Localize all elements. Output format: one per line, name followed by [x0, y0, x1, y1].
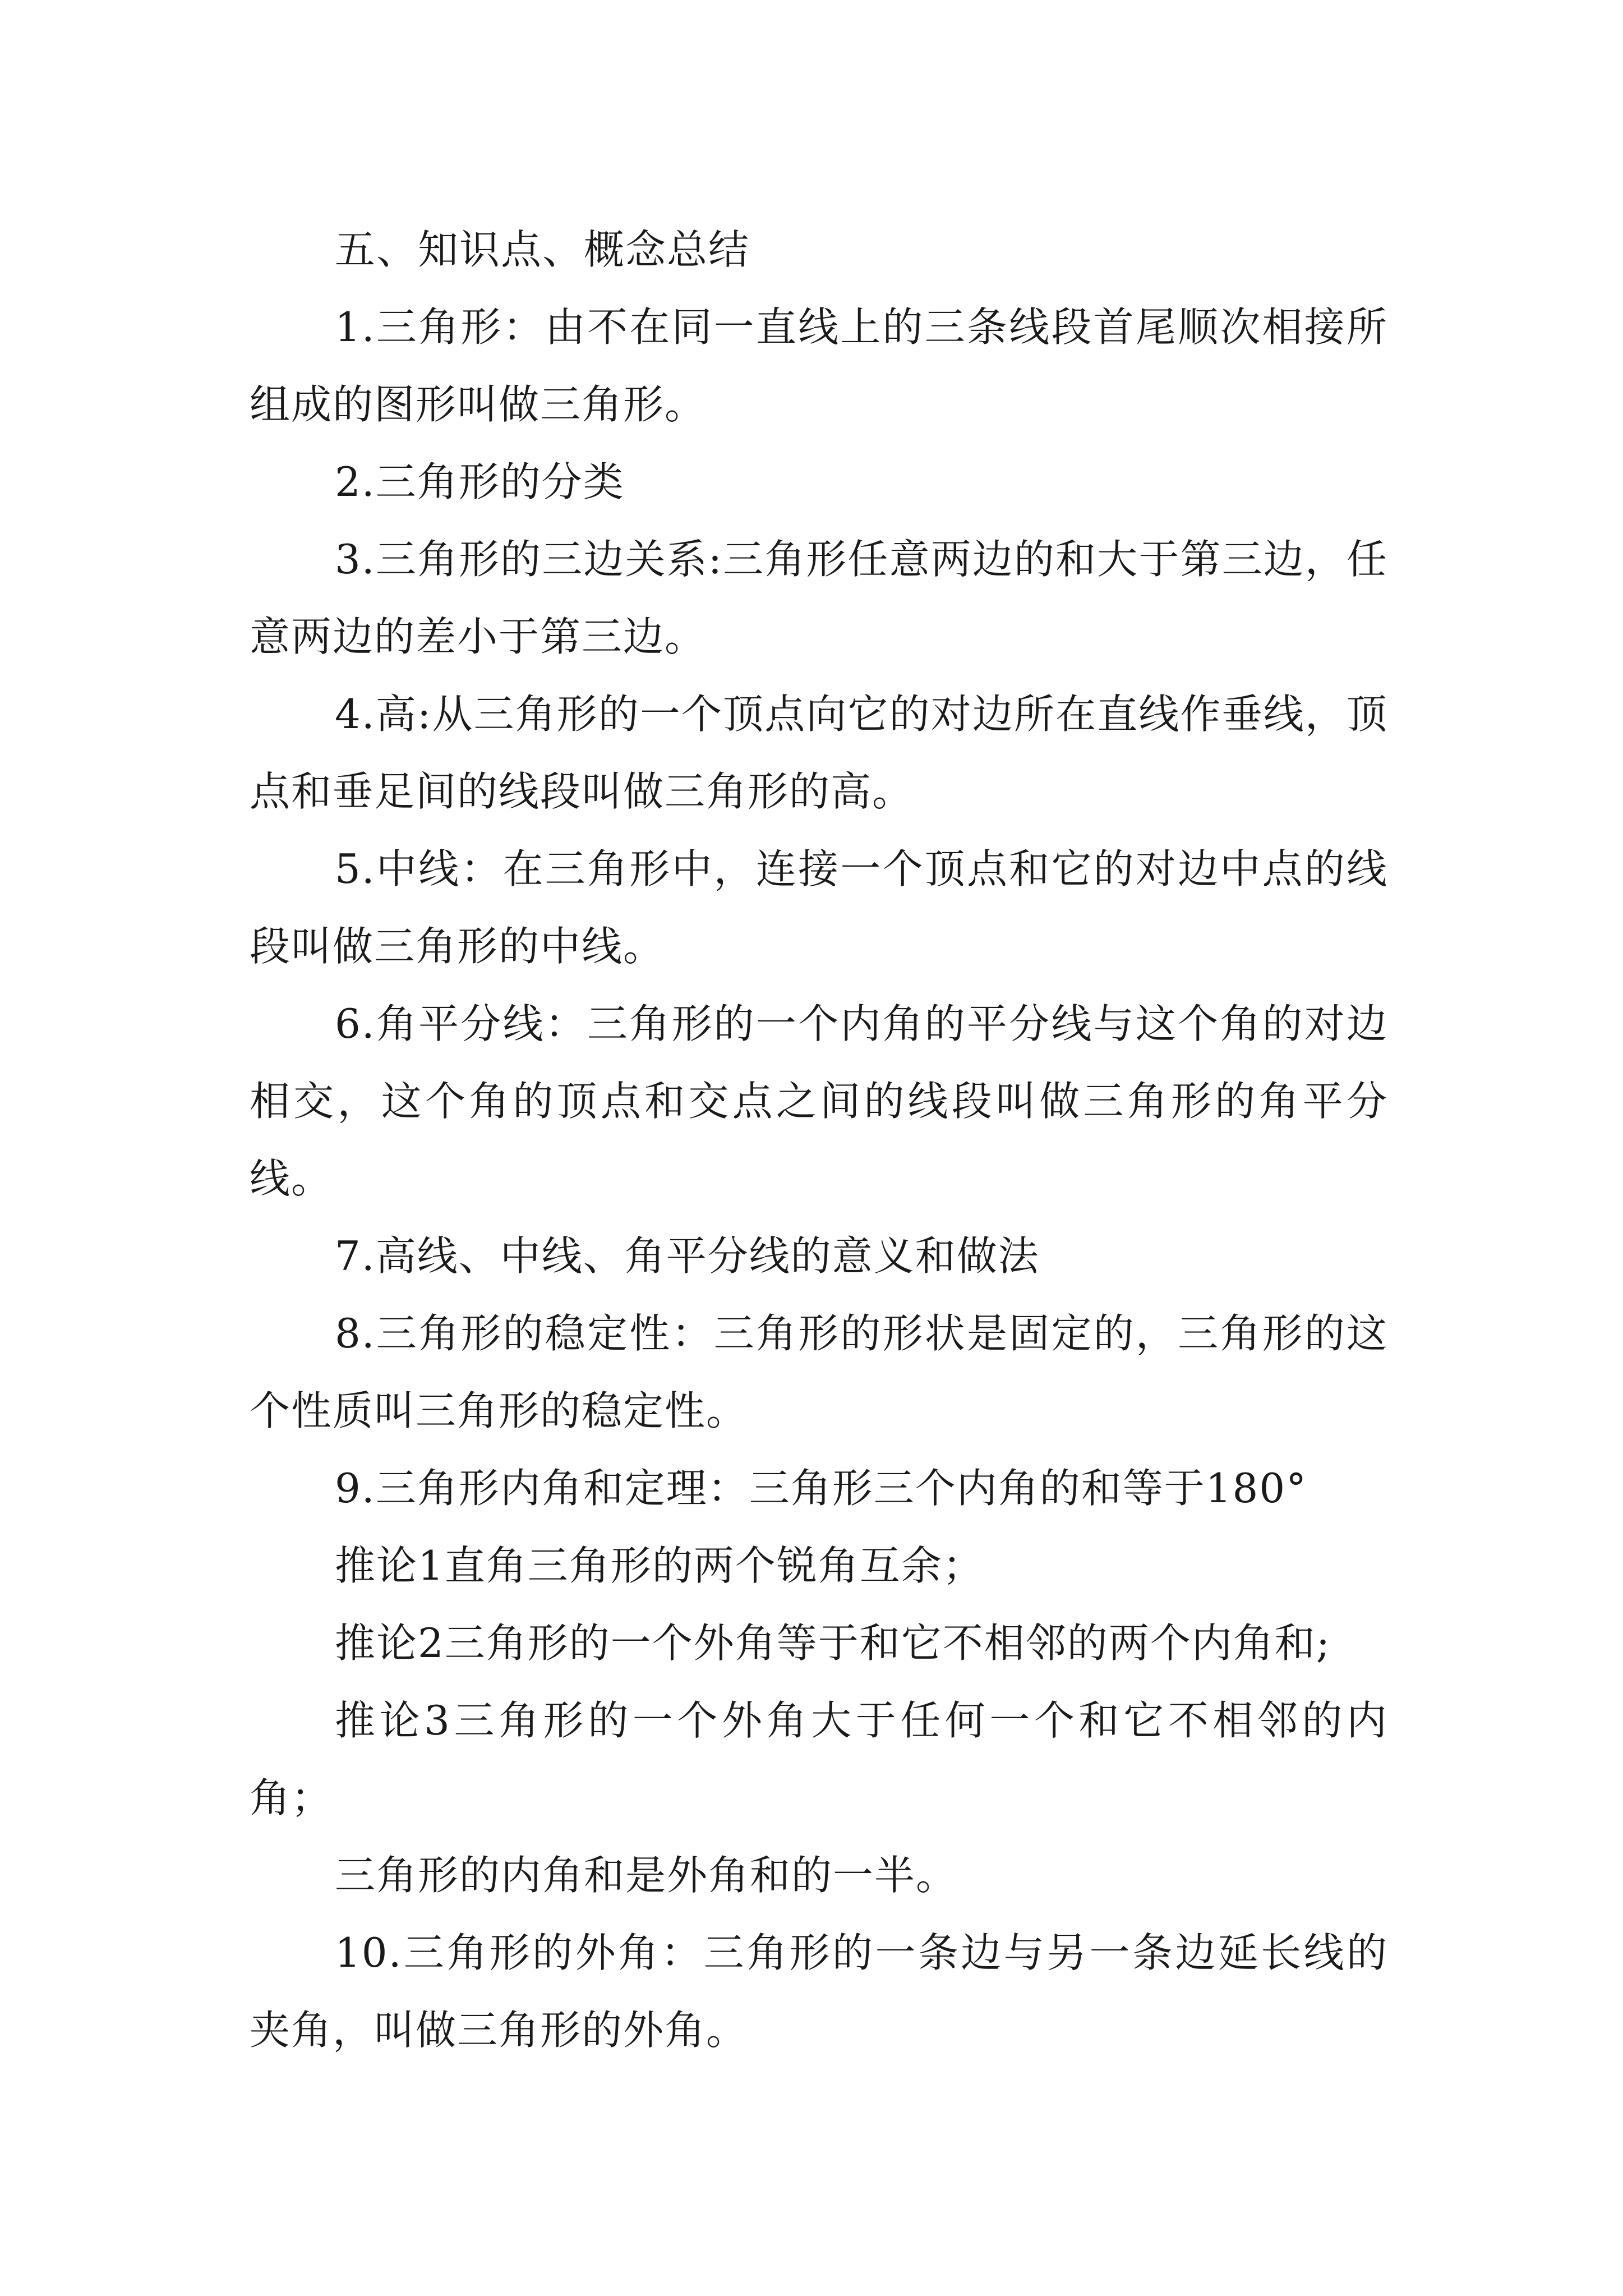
paragraph-triangle-definition: 1.三角形：由不在同一直线上的三条线段首尾顺次相接所组成的图形叫做三角形。: [250, 303, 1388, 428]
paragraph-corollary-3: 推论3三角形的一个外角大于任何一个和它不相邻的内角；: [250, 1697, 1388, 1821]
paragraph-median: 5.中线：在三角形中，连接一个顶点和它的对边中点的线段叫做三角形的中线。: [250, 845, 1388, 970]
paragraph-altitude: 4.高:从三角形的一个顶点向它的对边所在直线作垂线，顶点和垂足间的线段叫做三角形的高。: [250, 691, 1388, 815]
paragraph-corollary-1: 推论1直角三角形的两个锐角互余；: [335, 1542, 984, 1589]
paragraph-triangle-classification: 2.三角形的分类: [335, 458, 625, 505]
paragraph-lines-meaning: 7.高线、中线、角平分线的意义和做法: [335, 1232, 1040, 1280]
paragraph-side-relationship: 3.三角形的三边关系:三角形任意两边的和大于第三边，任意两边的差小于第三边。: [250, 536, 1388, 660]
paragraph-angle-bisector: 6.角平分线：三角形的一个内角的平分线与这个角的对边相交，这个角的顶点和交点之间的线段叫做三角形的角平分线。: [250, 1000, 1388, 1202]
paragraph-exterior-angle: 10.三角形的外角：三角形的一条边与另一条边延长线的夹角，叫做三角形的外角。: [250, 1929, 1388, 2054]
document-body: [250, 211, 1388, 2069]
paragraph-angle-sum-theorem: 9.三角形内角和定理：三角形三个内角的和等于180°: [335, 1465, 1308, 1512]
paragraph-angle-sum-half: 三角形的内角和是外角和的一半。: [335, 1852, 958, 1899]
section-heading: 五、知识点、概念总结: [335, 226, 750, 273]
paragraph-corollary-2: 推论2三角形的一个外角等于和它不相邻的两个内角和;: [335, 1619, 1331, 1667]
paragraph-stability: 8.三角形的稳定性：三角形的形状是固定的，三角形的这个性质叫三角形的稳定性。: [250, 1310, 1388, 1434]
